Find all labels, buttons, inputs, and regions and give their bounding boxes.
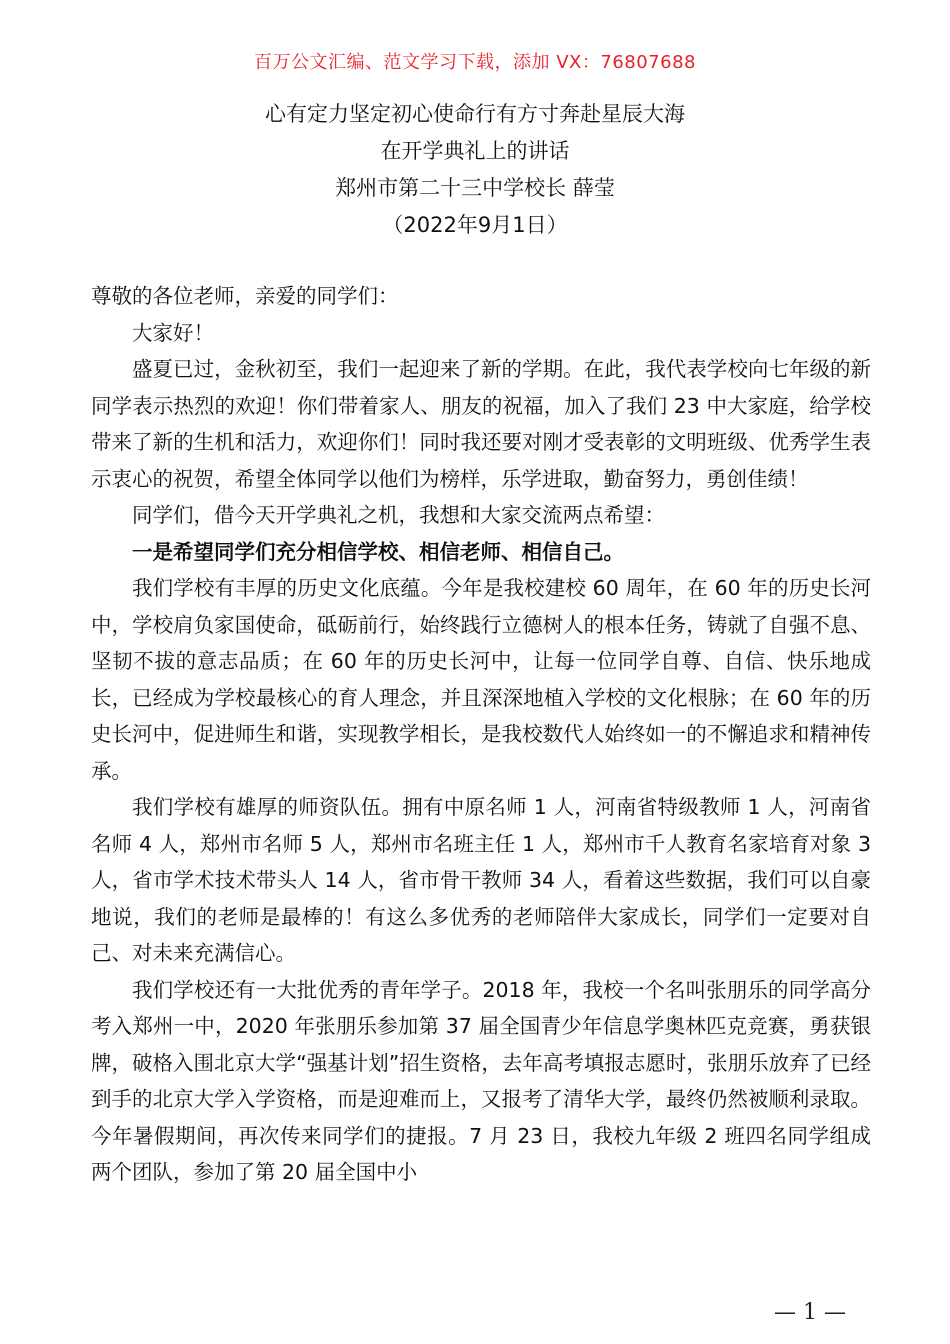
page-number: — 1 —	[774, 1300, 846, 1325]
section-heading-one: 一是希望同学们充分相信学校、相信老师、相信自己。	[132, 539, 624, 564]
greeting: 大家好！	[132, 320, 214, 345]
speaker-line: 郑州市第二十三中学校长 薛莹	[335, 176, 615, 200]
speech-date: （2022年9月1日）	[382, 213, 568, 237]
paragraph-history: 我们学校有丰厚的历史文化底蕴。今年是我校建校 60 周年，在 60 年的历史长河中，学校肩负家国使命，砥砺前行，始终践行立德树人的根本任务，铸就了自强不息、坚韧不拔的意志品质；在 60 年的历史长河中，让每一位同学自尊、自信、快乐地成长，已经成为学校最核心的育人理念，并且深深地植入学校的文化根脉；在 60 年的历史长河中，促进师生和谐，实现教学相长，是我校数代人始终如一的不懈追求和精神传承。	[91, 576, 871, 783]
salutation: 尊敬的各位老师，亲爱的同学们：	[91, 284, 399, 308]
paragraph-students: 我们学校还有一大批优秀的青年学子。2018 年，我校一个名叫张朋乐的同学高分考入郑州一中，2020 年张朋乐参加第 37 届全国青少年信息学奥林匹克竞赛，勇获银牌，破格入围北京大学“强基计划”招生资格，去年高考填报志愿时，张朋乐放弃了已经到手的北京大学入学资格，而是迎难而上，又报考了清华大学，最终仍然被顺利录取。今年暑假期间，再次传来同学们的捷报。7 月 23 日，我校九年级 2 班四名同学组成两个团队，参加了第 20 届全国中小	[91, 977, 871, 1184]
document-title-block	[0, 96, 950, 244]
watermark-text: 百万公文汇编、范文学习下载，添加 VX：76807688	[254, 52, 696, 73]
paragraph-intro: 盛夏已过，金秋初至，我们一起迎来了新的学期。在此，我代表学校向七年级的新同学表示热烈的欢迎！你们带着家人、朋友的祝福，加入了我们 23 中大家庭，给学校带来了新的生机和活力，欢迎你们！同时我还要对刚才受表彰的文明班级、优秀学生表示衷心的祝贺，希望全体同学以他们为榜样，乐学进取，勤奋努力，勇创佳绩！	[91, 357, 871, 491]
paragraph-hopes-intro: 同学们，借今天开学典礼之机，我想和大家交流两点希望：	[132, 503, 665, 527]
speech-title: 心有定力坚定初心使命行有方寸奔赴星辰大海	[265, 102, 685, 126]
speech-subtitle: 在开学典礼上的讲话	[380, 139, 570, 163]
speech-body	[91, 278, 871, 1191]
paragraph-teachers: 我们学校有雄厚的师资队伍。拥有中原名师 1 人，河南省特级教师 1 人，河南省名师 4 人，郑州市名师 5 人，郑州市名班主任 1 人，郑州市千人教育名家培育对象 3 人，省市学术技术带头人 14 人，省市骨干教师 34 人，看着这些数据，我们可以自豪地说，我们的老师是最棒的！有这么多优秀的老师陪伴大家成长，同学们一定要对自己、对未来充满信心。	[91, 795, 871, 965]
